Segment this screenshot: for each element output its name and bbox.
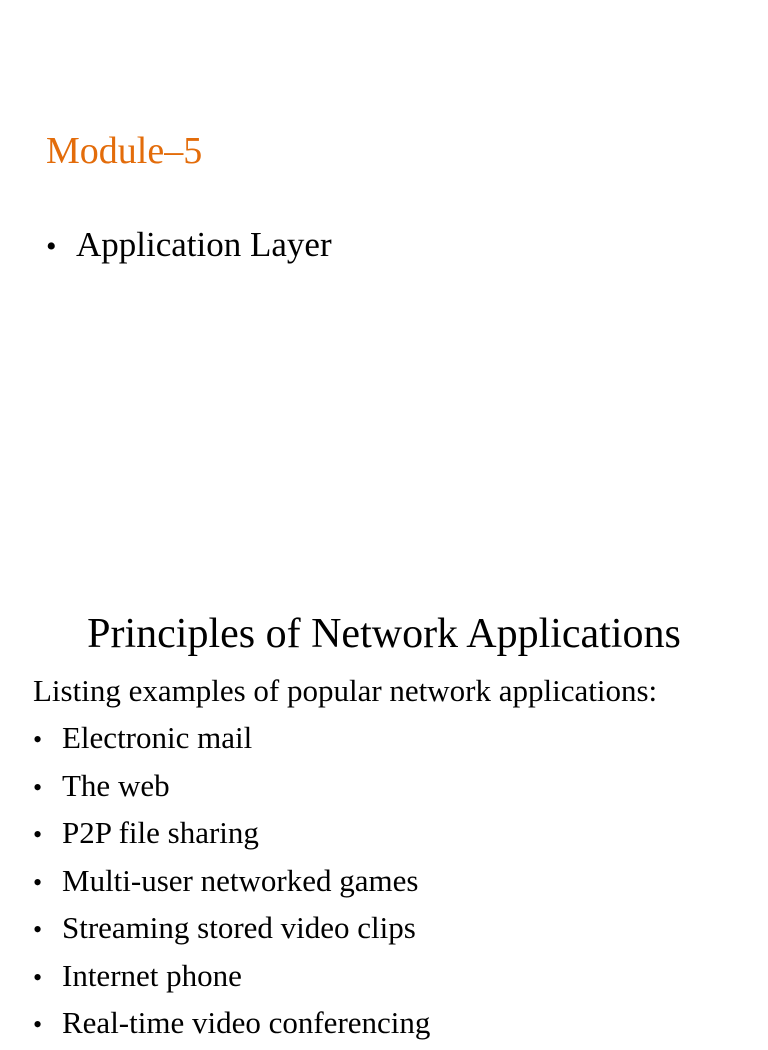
list-item — [33, 765, 430, 813]
bullet-item-application-layer — [46, 222, 332, 268]
intro-text: Listing examples of popular network applications: — [33, 673, 658, 708]
list-item-text: P2P file sharing — [62, 815, 259, 850]
bullet-icon: • — [33, 915, 43, 944]
list-item-text: Electronic mail — [62, 720, 253, 755]
list-item-text: Real-time video conferencing — [62, 1005, 431, 1040]
bullet-icon: • — [33, 772, 43, 802]
bullet-icon: • — [33, 725, 43, 754]
list-item-text: Internet phone — [62, 957, 242, 993]
list-item — [33, 907, 430, 955]
list-item — [33, 812, 430, 860]
slide-module-5 — [0, 0, 768, 512]
bullet-icon: • — [46, 230, 57, 263]
list-item-text: The web — [62, 767, 170, 803]
slide-title: Principles of Network Applications — [87, 611, 681, 657]
list-item-text: Streaming stored video clips — [62, 910, 416, 945]
bullet-icon: • — [33, 1010, 43, 1039]
module-title: Module–5 — [46, 130, 203, 172]
application-list — [33, 717, 430, 1050]
bullet-icon: • — [33, 962, 43, 992]
bullet-icon: • — [33, 867, 43, 897]
list-item — [33, 955, 430, 1003]
list-item — [33, 1002, 430, 1050]
slide-principles — [0, 512, 768, 1040]
list-item-text: Multi-user networked games — [62, 862, 419, 898]
list-item — [33, 860, 430, 908]
bullet-text: Application Layer — [76, 225, 332, 264]
bullet-icon: • — [33, 820, 43, 849]
list-item — [33, 717, 430, 765]
